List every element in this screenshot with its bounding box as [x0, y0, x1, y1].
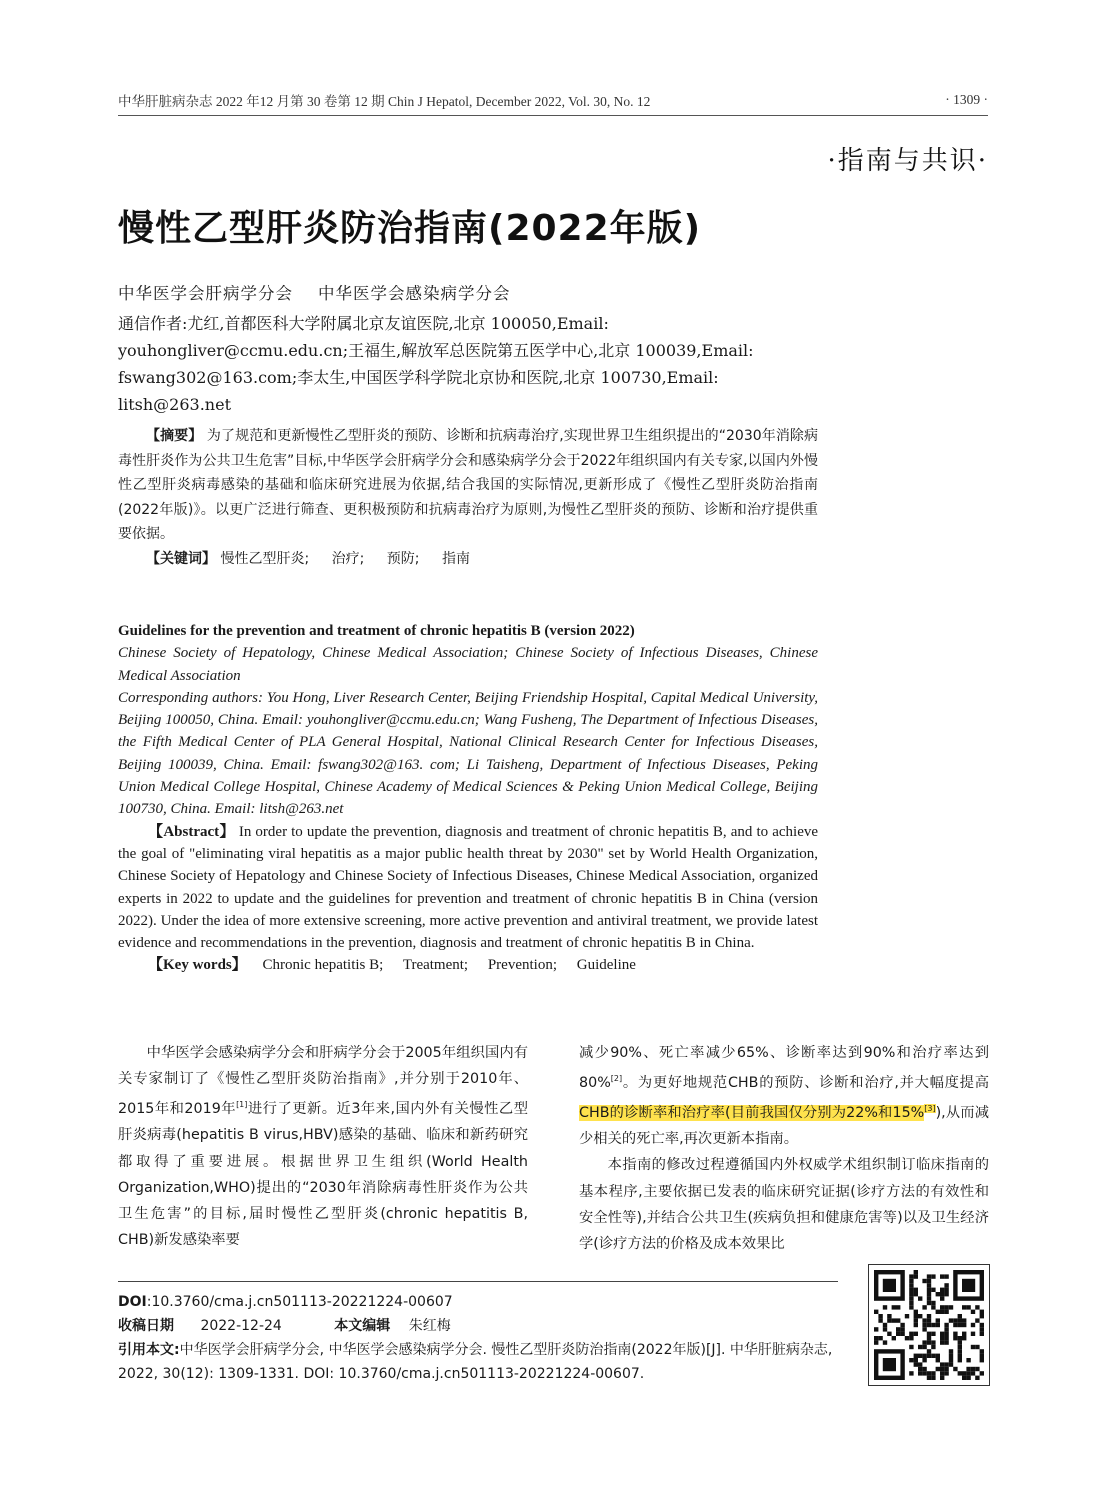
citation-ref: [1] — [236, 1100, 248, 1110]
abstract-cn-label: 【摘要】 — [146, 428, 203, 444]
page-title: 慢性乙型肝炎防治指南(2022年版) — [118, 208, 702, 249]
received-label: 收稿日期 — [118, 1318, 174, 1334]
column-title: ·指南与共识· — [827, 146, 988, 176]
english-abstract-block — [118, 620, 818, 977]
page-number: · 1309 · — [945, 92, 988, 107]
abstract-cn-text: 为了规范和更新慢性乙型肝炎的预防、诊断和抗病毒治疗,实现世界卫生组织提出的“2030年消除病毒性肝炎作为公共卫生危害”目标,中华医学会肝病学分会和感染病学分会于2022年组织国内有关专家,以国内外慢性乙型肝炎病毒感染的基础和临床研究进展为依据,结合我国的实际情况,更新形成了《慢性乙型肝炎防治指南(2022年版)》。以更广泛进行筛查、更积极预防和抗病毒治疗为原则,为慢性乙型肝炎的预防、诊断和治疗提供重要依据。 — [118, 428, 818, 542]
english-keywords — [118, 954, 818, 976]
received-date: 2022-12-24 — [200, 1318, 282, 1334]
correspondence: 通信作者:尤红,首都医科大学附属北京友谊医院,北京 100050,Email: youhongliver@ccmu.edu.cn;王福生,解放军总医院第五医学中心,北京 100039,Email: fswang302@163.com;李太生,中国医学科学院北京协和医院,北京 100730,Email: litsh@263.net — [118, 314, 754, 414]
header-rule — [118, 115, 988, 116]
english-keyword: Guideline — [576, 957, 636, 974]
english-keyword: Treatment; — [402, 957, 469, 974]
english-abstract-label: 【Abstract】 — [148, 823, 235, 840]
body-text: ),从而减少相关的死亡率,再次更新本指南。 — [579, 1104, 990, 1148]
english-keywords-label: 【Key words】 — [148, 957, 247, 974]
footer-rule — [118, 1281, 838, 1282]
authors: 中华医学会肝病学分会 中华医学会感染病学分会 — [118, 284, 511, 303]
english-keyword: Chronic hepatitis B; — [262, 957, 384, 974]
keyword-cn: 预防; — [386, 550, 420, 567]
body-text: 减少90%、死亡率减少65%、诊断率达到90%和治疗率达到80% — [579, 1045, 989, 1091]
cite-text: 中华医学会肝病学分会, 中华医学会感染病学分会. 慢性乙型肝炎防治指南(2022年版)[J]. 中华肝脏病杂志, 2022, 30(12): 1309-1331. DOI: 10.3760/cma.j.cn501113-20221224-00607. — [118, 1342, 833, 1382]
english-title: Guidelines for the prevention and treatment of chronic hepatitis B (version 2022) — [118, 623, 635, 639]
doi-line — [118, 1290, 848, 1314]
citation-ref: [3] — [924, 1104, 936, 1114]
journal-line: 中华肝脏病杂志 2022 年12 月第 30 卷第 12 期 Chin J Hepatol, December 2022, Vol. 30, No. 12 — [118, 94, 651, 109]
qr-code-icon — [868, 1264, 990, 1386]
doi-value: :10.3760/cma.j.cn501113-20221224-00607 — [146, 1294, 453, 1310]
citation-line — [118, 1338, 848, 1386]
body-column-left — [118, 1040, 528, 1253]
footer — [118, 1290, 848, 1386]
received-line — [118, 1314, 848, 1338]
english-corresponding: Corresponding authors: You Hong, Liver Research Center, Beijing Friendship Hospital, Capital Medical University, Beijing 100050, China. Email: youhongliver@ccmu.edu.cn; Wang Fusheng, The Department of Infectious Diseases, the Fifth Medical Center of PLA General Hospital, National Clinical Research Center for Infectious Diseases, Beijing 100039, China. Email: fswang302@163. com; Li Taisheng, Department of Infectious Diseases, Peking Union Medical College Hospital, Chinese Academy of Medical Sciences & Peking Union Medical College, Beijing 100730, China. Email: litsh@263.net — [118, 689, 818, 818]
keyword-cn: 慢性乙型肝炎; — [220, 550, 310, 567]
keyword-cn: 指南 — [441, 550, 470, 567]
doi-label: DOI — [118, 1294, 147, 1310]
abstract-cn — [118, 424, 818, 571]
body-paragraph — [118, 1040, 528, 1253]
body-column-right — [579, 1040, 989, 1257]
keywords-cn-label: 【关键词】 — [146, 550, 216, 567]
body-text: 。为更好地规范CHB的预防、诊断和治疗,并大幅度提高 — [622, 1074, 989, 1091]
body-text: 进行了更新。近3年来,国内外有关慢性乙型肝炎病毒(hepatitis B virus,HBV)感染的基础、临床和新药研究都取得了重要进展。根据世界卫生组织(World Health Organization,WHO)提出的“2030年消除病毒性肝炎作为公共卫生危害”的目标,届时慢性乙型肝炎(chronic hepatitis B, CHB)新发感染率要 — [118, 1101, 528, 1249]
english-abstract-text: In order to update the prevention, diagnosis and treatment of chronic hepatitis B, and to achieve the goal of "eliminating viral hepatitis as a major public health threat by 2030" set by World Health Organization, Chinese Society of Hepatology and Chinese Society of Infectious Diseases, Chinese Medical Association, organized experts in 2022 to update and the guidelines for prevention and treatment of chronic hepatitis B in China (version 2022). Under the idea of more extensive screening, more active prevention and antiviral treatment, we provide latest evidence and recommendations in the prevention, diagnosis and treatment of chronic hepatitis B in China. — [118, 823, 819, 952]
editor-name: 朱红梅 — [408, 1318, 451, 1334]
english-keyword: Prevention; — [487, 957, 557, 974]
keywords-cn — [118, 547, 818, 572]
citation-ref: [2] — [610, 1074, 623, 1084]
english-societies: Chinese Society of Hepatology, Chinese Medical Association; Chinese Society of Infectious Diseases, Chinese Medical Association — [118, 645, 818, 684]
body-paragraph — [579, 1040, 989, 1152]
editor-label: 本文编辑 — [334, 1318, 391, 1334]
body-text: 中华医学会感染病学分会和肝病学分会于2005年组织国内有关专家制订了《慢性乙型肝炎防治指南》,并分别于2010年、2015年和2019年 — [118, 1045, 528, 1118]
english-abstract — [118, 821, 818, 955]
highlighted-text: CHB的诊断率和治疗率(目前我国仅分别为22%和15% — [579, 1104, 925, 1121]
qr-code-icon — [869, 1265, 989, 1385]
running-head — [118, 89, 988, 111]
keyword-cn: 治疗; — [331, 550, 365, 567]
cite-label: 引用本文: — [118, 1342, 180, 1358]
body-paragraph: 本指南的修改过程遵循国内外权威学术组织制订临床指南的基本程序,主要依据已发表的临床研究证据(诊疗方法的有效性和安全性等),并结合公共卫生(疾病负担和健康危害等)以及卫生经济学(诊疗方法的价格及成本效果比 — [579, 1157, 989, 1252]
